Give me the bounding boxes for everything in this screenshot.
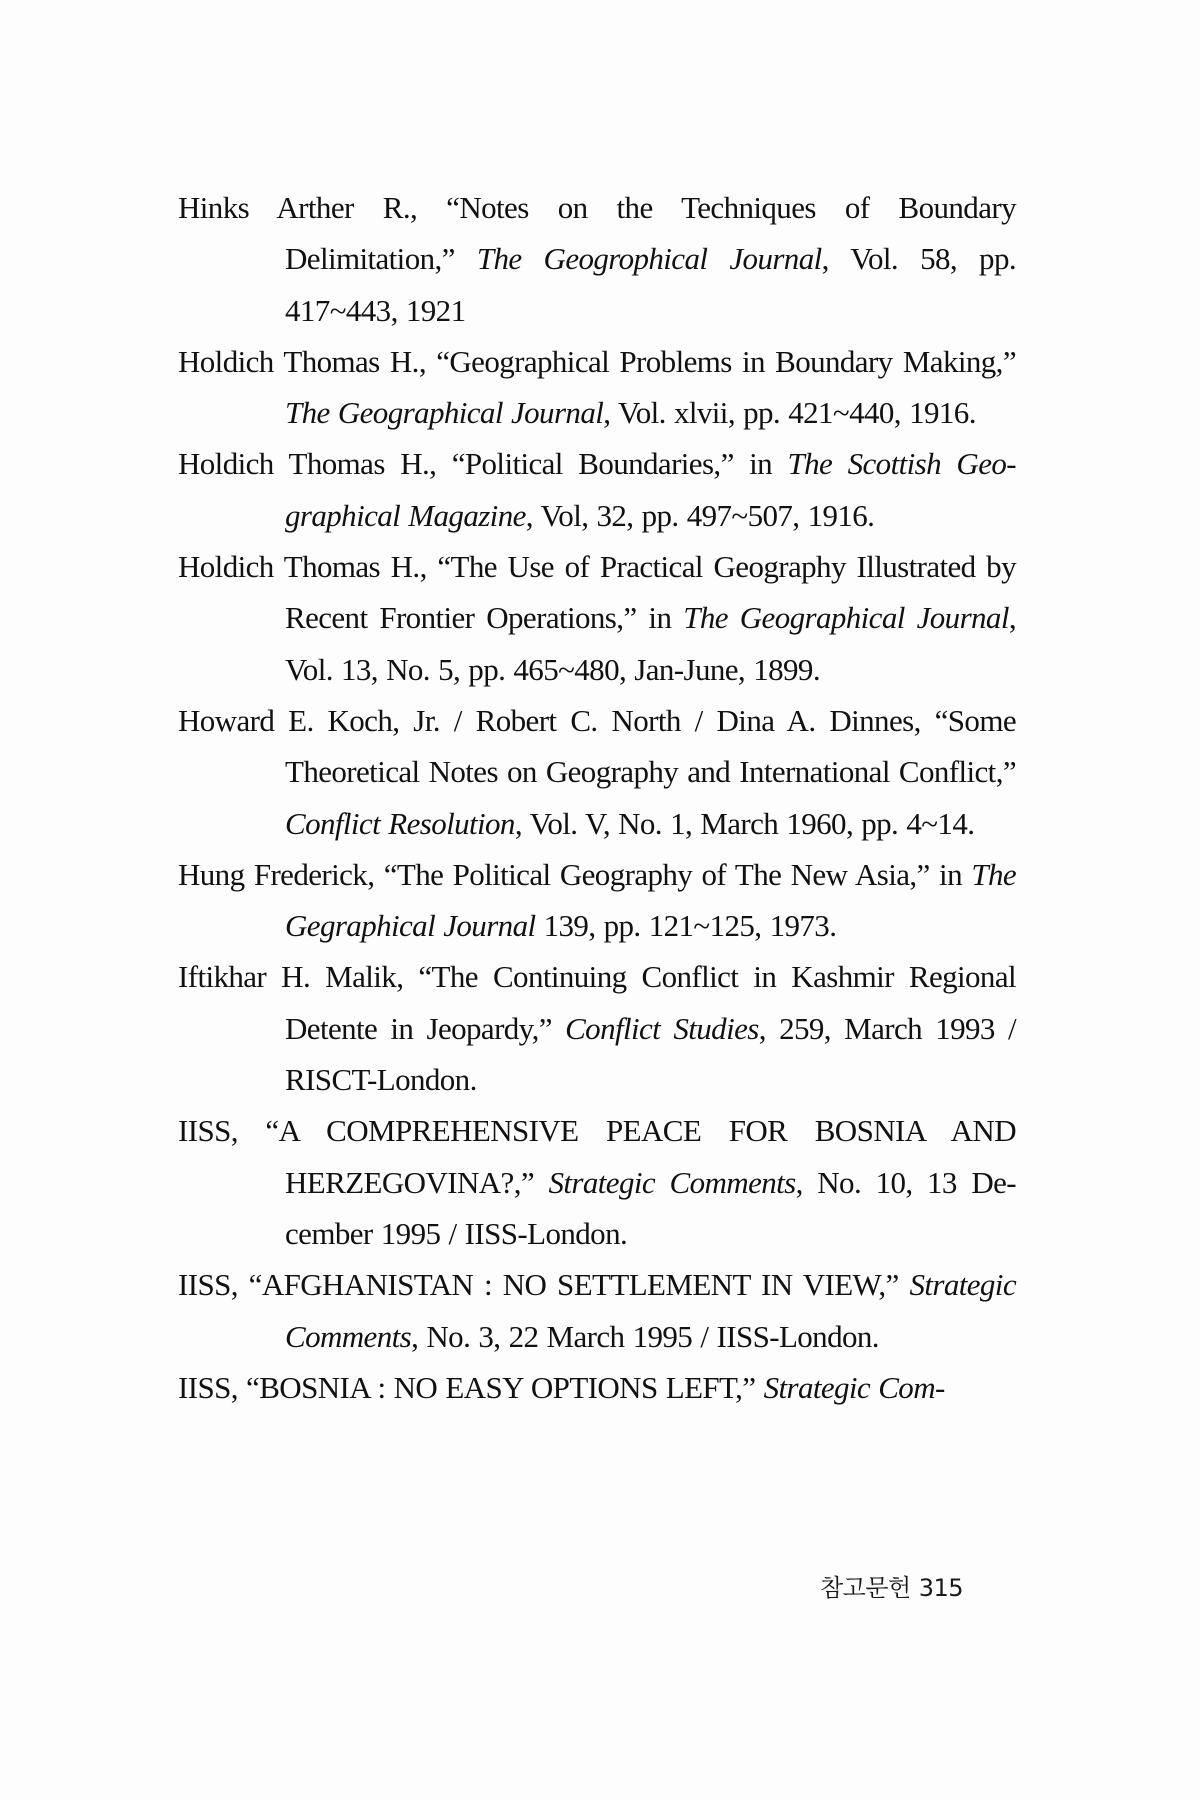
footer-section-label: 참고문헌 <box>820 1574 911 1602</box>
entry-title: “Notes on the Techniques of Boundary Delimitation,” <box>285 190 1016 277</box>
entry-author: Iftikhar H. Malik, <box>178 959 404 995</box>
entry-title: “A COMPREHENSIVE PEACE FOR BOSNIA AND HERZEGOVINA?,” <box>265 1113 1016 1200</box>
entry-author: Howard E. Koch, Jr. / Robert C. North / Dina A. Dinnes, <box>178 702 921 738</box>
entry-details: , Vol, 32, pp. 497~507, 1916. <box>525 497 875 533</box>
bibliography-entry <box>178 695 1016 849</box>
entry-title: “Political Boundaries,” in <box>451 446 773 482</box>
entry-details: , 259, March 1993 / RISCT-London. <box>285 1010 1017 1098</box>
entry-source: The Geographical Journal <box>285 395 604 431</box>
entry-title: “Geographical Problems in Boundary Making,” <box>436 343 1016 379</box>
entry-source: The Geogrophical Journal <box>476 241 822 277</box>
entry-source: Conflict Resolution <box>285 805 515 841</box>
bibliography-list <box>178 182 1016 1413</box>
entry-source: The Geographical Journal <box>683 600 1009 636</box>
entry-title: “The Political Geography of The New Asia,” in <box>383 856 962 892</box>
entry-author: Hung Frederick, <box>178 856 375 892</box>
entry-source: Conflict Studies <box>565 1010 759 1046</box>
entry-author: IISS, <box>178 1267 238 1303</box>
entry-details: 139, pp. 121~125, 1973. <box>535 908 837 944</box>
entry-source: The Scottish Geo-graphical Magazine <box>285 446 1016 533</box>
entry-title: “Some Theoretical Notes on Geography and International Conflict,” <box>285 702 1016 790</box>
entry-details: , Vol. V, No. 1, March 1960, pp. 4~14. <box>514 805 975 841</box>
entry-title: “AFGHANISTAN : NO SETTLEMENT IN VIEW,” <box>248 1267 899 1303</box>
entry-author: IISS, <box>178 1369 238 1405</box>
entry-source: Strategic Comments <box>285 1267 1016 1354</box>
entry-author: IISS, <box>178 1113 238 1149</box>
entry-source: Strategic Com- <box>763 1369 945 1405</box>
entry-title: “BOSNIA : NO EASY OPTIONS LEFT,” <box>246 1369 756 1405</box>
entry-title: “The Use of Practical Geography Illustrated by Recent Frontier Operations,” in <box>285 549 1016 636</box>
bibliography-entry <box>178 1105 1016 1259</box>
entry-details: , No. 10, 13 De-cember 1995 / IISS-London. <box>285 1164 1016 1251</box>
entry-author: Holdich Thomas H., <box>178 549 427 585</box>
bibliography-entry <box>178 1259 1016 1362</box>
page-number: 315 <box>918 1574 964 1602</box>
entry-author: Hinks Arther R., <box>178 190 418 225</box>
entry-source: Strategic Comments <box>548 1164 796 1200</box>
entry-details: , Vol. 13, No. 5, pp. 465~480, Jan-June, 1899. <box>285 600 1016 687</box>
entry-details: , Vol. 58, pp. 417~443, 1921 <box>285 241 1016 328</box>
entry-title: “The Continuing Conflict in Kashmir Regional Detente in Jeopardy,” <box>285 959 1016 1046</box>
page-footer <box>820 1568 963 1603</box>
entry-author: Holdich Thomas H., <box>178 446 437 482</box>
bibliography-entry <box>178 438 1016 541</box>
entry-details: , Vol. xlvii, pp. 421~440, 1916. <box>603 395 976 431</box>
bibliography-entry <box>178 849 1016 952</box>
bibliography-entry <box>178 541 1016 695</box>
entry-author: Holdich Thomas H., <box>178 343 426 379</box>
bibliography-entry <box>178 951 1016 1105</box>
bibliography-entry <box>178 336 1016 439</box>
entry-source: The Gegraphical Journal <box>285 856 1017 944</box>
entry-details: , No. 3, 22 March 1995 / IISS-London. <box>411 1318 879 1354</box>
bibliography-entry <box>178 182 1016 336</box>
bibliography-entry <box>178 1362 1016 1413</box>
